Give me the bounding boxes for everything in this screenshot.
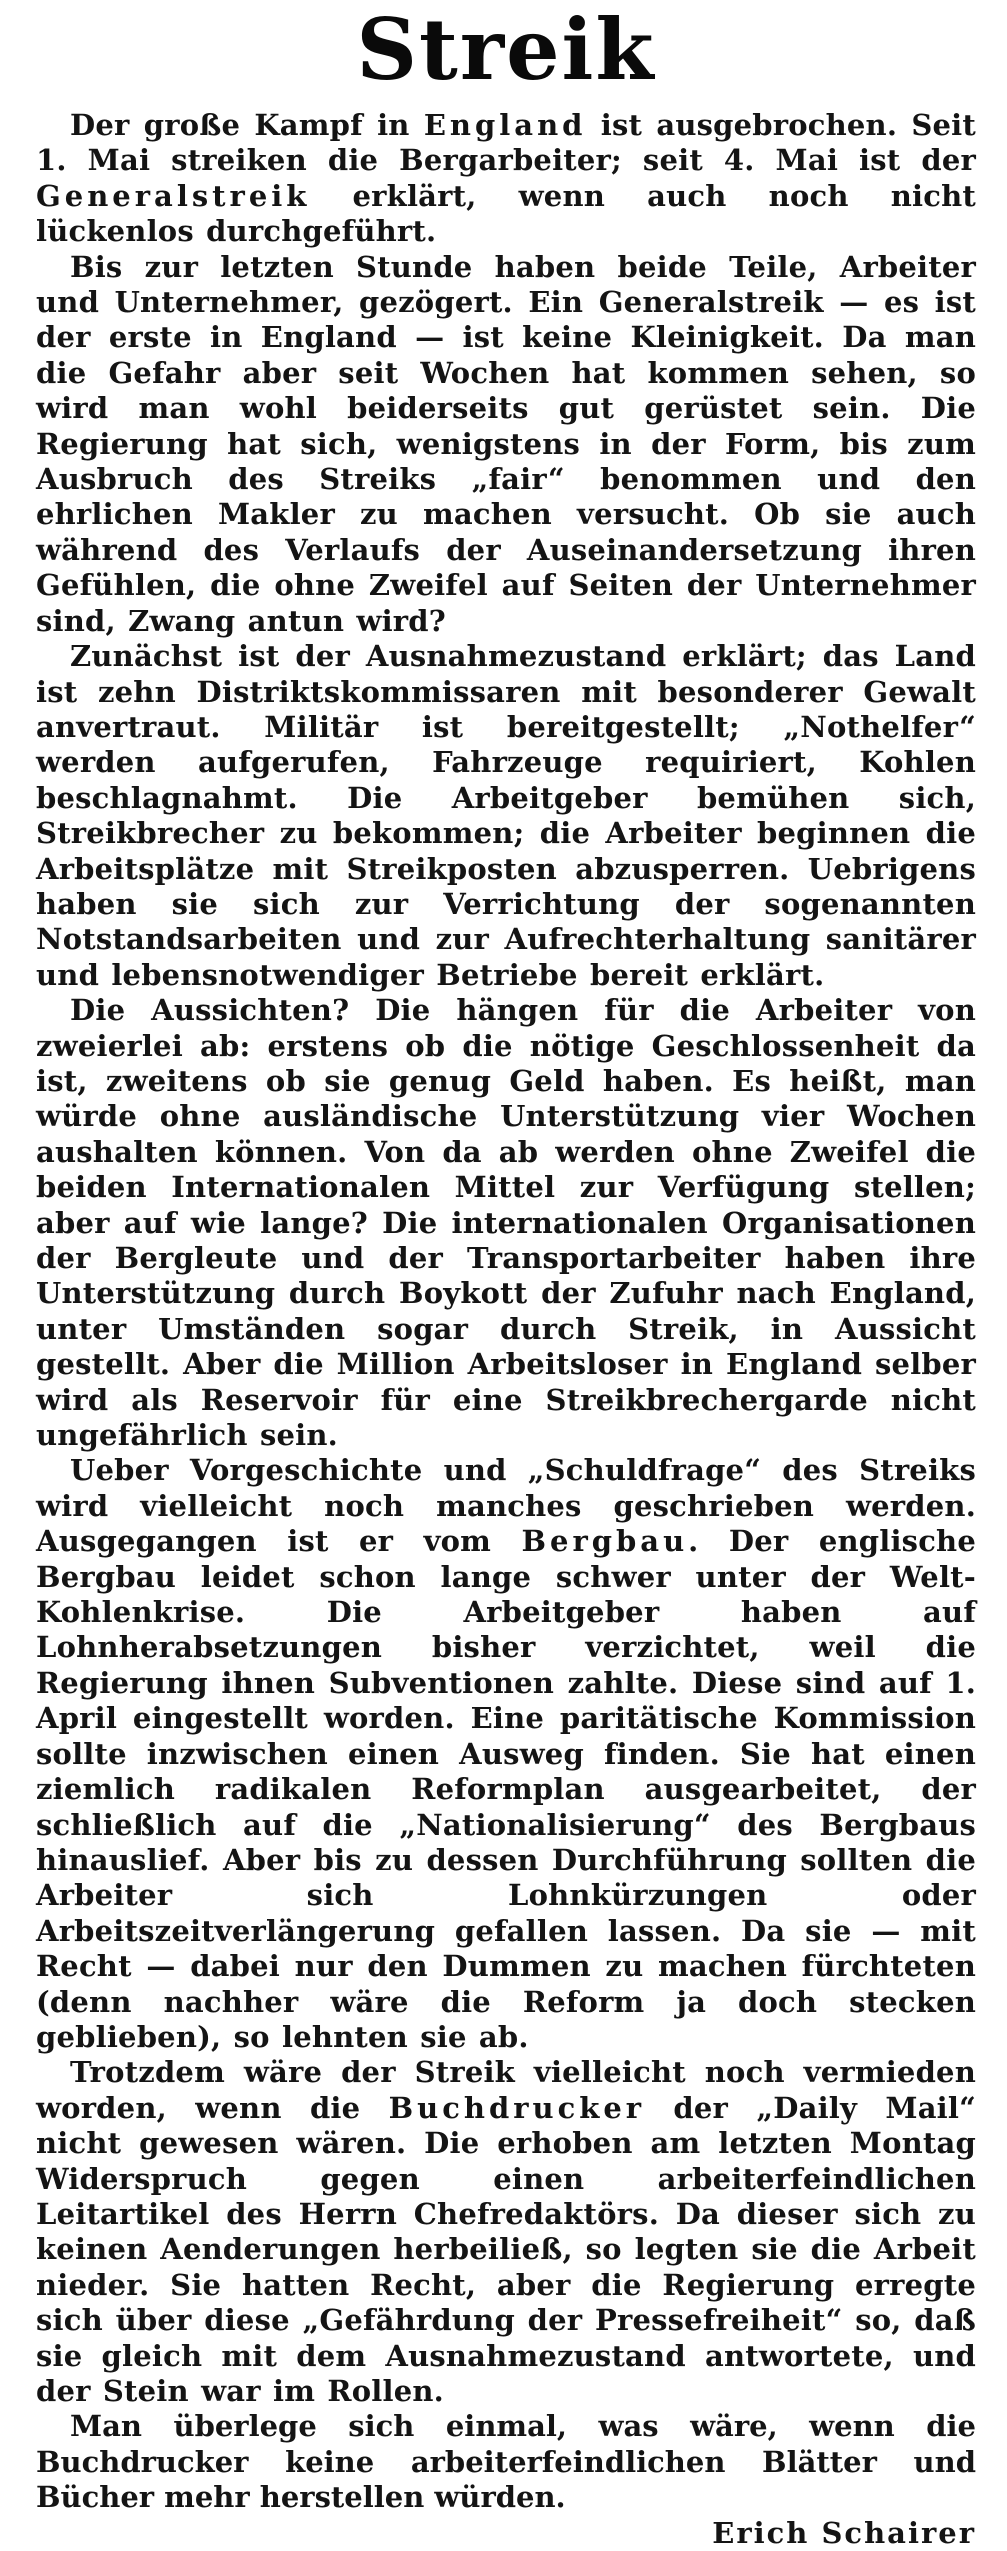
text-run: Ueber Vorgeschichte und „Schuldfrage“ des Streiks wird vielleicht noch manches geschrieben werden. Ausgegangen ist er vom: [36, 1453, 976, 1559]
headline: Streik: [356, 0, 656, 99]
paragraph-6: [36, 2055, 976, 2409]
text-run: erklärt, wenn auch noch nicht lückenlos durchgeführt.: [36, 178, 976, 249]
emphasis-spaced: Bergbau: [521, 1524, 689, 1559]
text-run: Man überlege sich einmal, was wäre, wenn die Buchdrucker keine arbeiterfeindlichen Blätter und Bücher mehr herstellen würden.: [36, 2409, 976, 2515]
article: [36, 0, 976, 2551]
emphasis-spaced: England: [423, 108, 587, 142]
emphasis-spaced: Generalstreik: [36, 178, 311, 213]
paragraph-7: [36, 2409, 976, 2550]
author-byline: Erich Schairer: [712, 2515, 976, 2550]
paragraph-3: Zunächst ist der Ausnahmezustand erklärt; das Land ist zehn Distriktskommissaren mit besonderer Gewalt anvertraut. Militär ist bereitgestellt; „Nothelfer“ werden aufgerufen, Fahrzeuge requiriert, Kohlen beschlagnahmt. Die Arbeitgeber bemühen sich, Streikbrecher zu bekommen; die Arbeiter beginnen die Arbeitsplätze mit Streikposten abzusperren. Uebrigens haben sie sich zur Verrichtung der sogenannten Notstandsarbeiten und zur Aufrechterhaltung sanitärer und lebensnotwendiger Betriebe bereit erklärt.: [36, 639, 976, 992]
paragraph-2: Bis zur letzten Stunde haben beide Teile, Arbeiter und Unternehmer, gezögert. Ein Generalstreik — es ist der erste in England — ist keine Kleinigkeit. Da man die Gefahr aber seit Wochen hat kommen sehen, so wird man wohl beiderseits gut gerüstet sein. Die Regierung hat sich, wenigstens in der Form, bis zum Ausbruch des Streiks „fair“ benommen und den ehrlichen Makler zu machen versucht. Ob sie auch während des Verlaufs der Auseinandersetzung ihren Gefühlen, die ohne Zweifel auf Seiten der Unternehmer sind, Zwang antun wird?: [36, 249, 976, 638]
text-run: . Der englische Bergbau leidet schon lange schwer unter der Welt-Kohlenkrise. Die Arbeitgeber haben auf Lohnherabsetzungen bisher verzichtet, weil die Regierung ihnen Subventionen zahlte. Diese sind auf 1. April eingestellt worden. Eine paritätische Kommission sollte inzwischen einen Ausweg finden. Sie hat einen ziemlich radikalen Reformplan ausgearbeitet, der schließlich auf die „Nationalisierung“ des Bergbaus hinauslief. Aber bis zu dessen Durchführung sollten die Arbeiter sich Lohnkürzungen oder Arbeitszeitverlängerung gefallen lassen. Da sie — mit Recht — dabei nur den Dummen zu machen fürchteten (denn nachher wäre die Reform ja doch stecken geblieben), so lehnten sie ab.: [36, 1524, 976, 2054]
text-run: Der große Kampf in: [70, 108, 424, 142]
paragraph-1: [36, 108, 976, 250]
text-run: Trotzdem wäre der Streik vielleicht noch vermieden worden, wenn die: [36, 2055, 976, 2125]
paragraph-5: [36, 1453, 976, 2055]
text-run: der „Daily Mail“ nicht gewesen wären. Die erhoben am letzten Montag Widerspruch gegen einen arbeiterfeindlichen Leitartikel des Herrn Chefredaktörs. Da dieser sich zu keinen Aenderungen herbeiließ, so legten sie die Arbeit nieder. Sie hatten Recht, aber die Regierung erregte sich über diese „Gefährdung der Pressefreiheit“ so, daß sie gleich mit dem Ausnahmezustand antwortete, und der Stein war im Rollen.: [36, 2090, 976, 2408]
paragraph-4: Die Aussichten? Die hängen für die Arbeiter von zweierlei ab: erstens ob die nötige Geschlossenheit da ist, zweitens ob sie genug Geld haben. Es heißt, man würde ohne ausländische Unterstützung vier Wochen aushalten können. Von da ab werden ohne Zweifel die beiden Internationalen Mittel zur Verfügung stellen; aber auf wie lange? Die internationalen Organisationen der Bergleute und der Transportarbeiter haben ihre Unterstützung durch Boykott der Zufuhr nach England, unter Umständen sogar durch Streik, in Aussicht gestellt. Aber die Million Arbeitsloser in England selber wird als Reservoir für eine Streikbrechergarde nicht ungefährlich sein.: [36, 993, 976, 1453]
emphasis-spaced: Buchdrucker: [388, 2090, 646, 2125]
text-run: ist ausgebrochen. Seit 1. Mai streiken die Bergarbeiter; seit 4. Mai ist der: [36, 108, 976, 178]
